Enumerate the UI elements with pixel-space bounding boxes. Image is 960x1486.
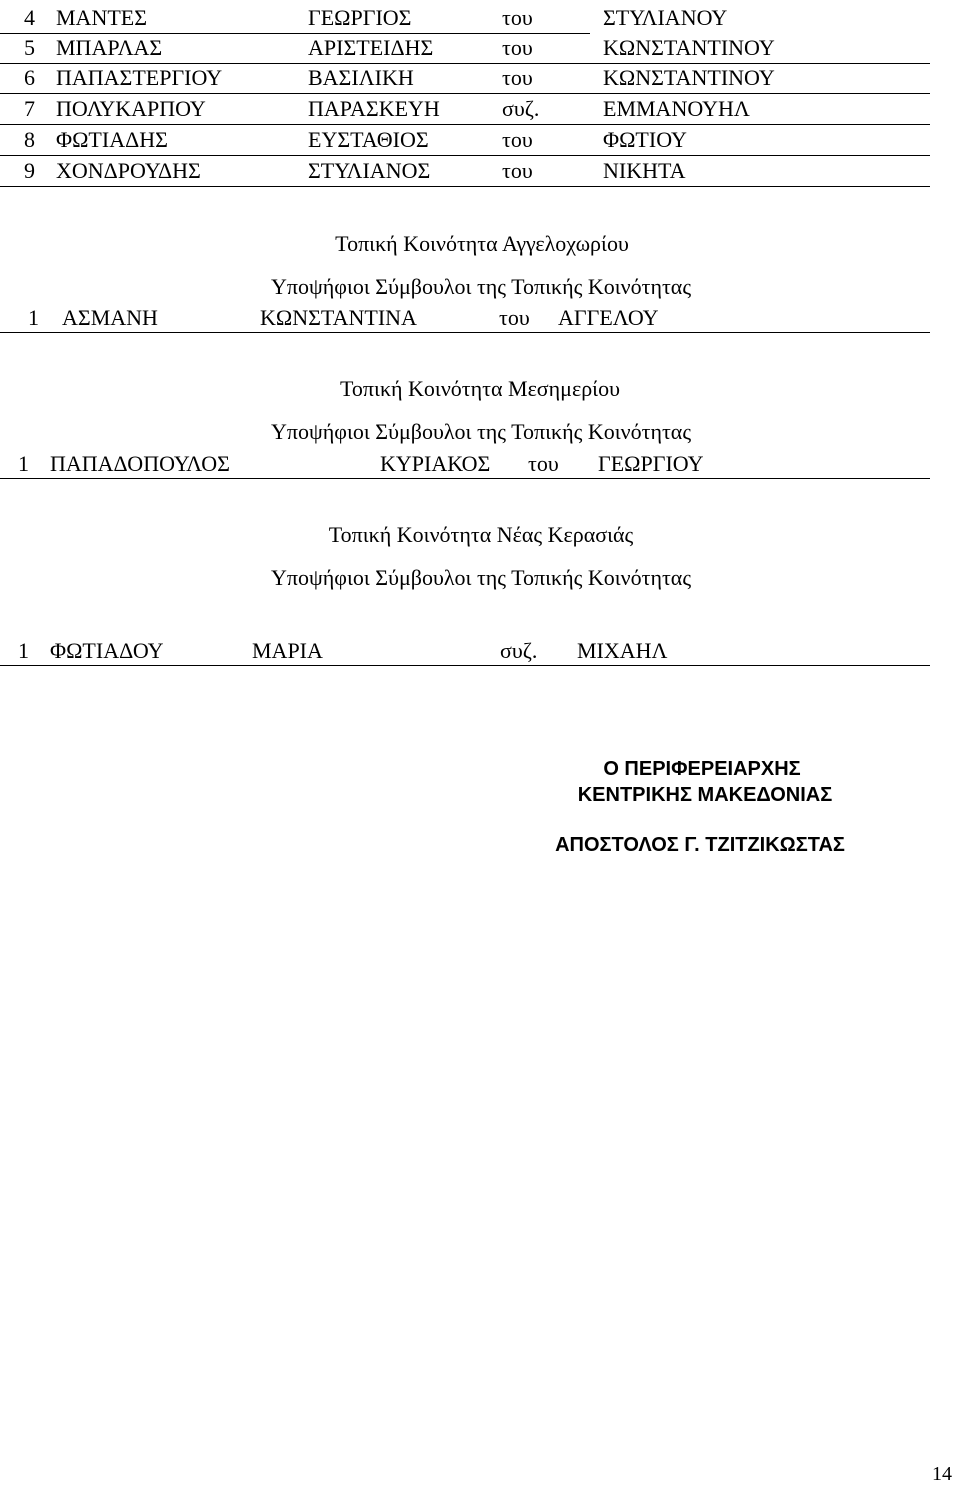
- row-number: 5: [24, 35, 35, 60]
- row-relation: του: [502, 158, 533, 183]
- row-parent: ΓΕΩΡΓΙΟΥ: [598, 451, 704, 476]
- row-number: 1: [28, 305, 39, 330]
- table-row: [0, 637, 930, 665]
- signature-title: Ο ΠΕΡΙΦΕΡΕΙΑΡΧΗΣ: [603, 758, 801, 780]
- section-title: Τοπική Κοινότητα Αγγελοχωρίου: [335, 231, 629, 256]
- row-divider: [0, 665, 930, 666]
- table-row: [0, 64, 930, 92]
- row-parent: ΝΙΚΗΤΑ: [603, 158, 686, 183]
- row-relation: του: [528, 451, 559, 476]
- row-name: ΓΕΩΡΓΙΟΣ: [308, 5, 412, 30]
- table-row: [0, 34, 930, 62]
- row-parent: ΚΩΝΣΤΑΝΤΙΝΟΥ: [603, 35, 775, 60]
- row-relation: του: [502, 65, 533, 90]
- row-relation: του: [502, 127, 533, 152]
- row-name: ΑΡΙΣΤΕΙΔΗΣ: [308, 35, 434, 60]
- row-name: ΜΑΡΙΑ: [252, 638, 323, 663]
- row-divider: [0, 155, 930, 156]
- section-subtitle: Υποψήφιοι Σύμβουλοι της Τοπικής Κοινότητας: [270, 419, 692, 444]
- row-name: ΠΑΡΑΣΚΕΥΗ: [308, 96, 440, 121]
- row-relation: συζ.: [502, 96, 540, 121]
- row-relation: συζ.: [500, 638, 538, 663]
- row-relation: του: [499, 305, 530, 330]
- row-relation: του: [502, 35, 533, 60]
- row-divider: [0, 124, 930, 125]
- row-surname: ΦΩΤΙΑΔΟΥ: [50, 638, 164, 663]
- table-row: [0, 126, 930, 154]
- row-surname: ΦΩΤΙΑΔΗΣ: [56, 127, 168, 152]
- row-surname: ΠΑΠΑΔΟΠΟΥΛΟΣ: [50, 451, 230, 476]
- row-surname: ΧΟΝΔΡΟΥΔΗΣ: [56, 158, 201, 183]
- row-number: 9: [24, 158, 35, 183]
- row-number: 1: [18, 638, 29, 663]
- row-name: ΚΩΝΣΤΑΝΤΙΝΑ: [260, 305, 417, 330]
- table-row: [0, 95, 930, 123]
- row-relation: του: [502, 5, 533, 30]
- row-surname: ΠΟΛΥΚΑΡΠΟΥ: [56, 96, 206, 121]
- section-title: Τοπική Κοινότητα Μεσημερίου: [340, 376, 620, 401]
- row-parent: ΕΜΜΑΝΟΥΗΛ: [603, 96, 750, 121]
- row-name: ΒΑΣΙΛΙΚΗ: [308, 65, 414, 90]
- row-divider: [0, 332, 930, 333]
- signature-name: ΑΠΟΣΤΟΛΟΣ Γ. ΤΖΙΤΖΙΚΩΣΤΑΣ: [555, 834, 845, 856]
- row-number: 4: [24, 5, 35, 30]
- signature-region: ΚΕΝΤΡΙΚΗΣ ΜΑΚΕΔΟΝΙΑΣ: [577, 784, 833, 806]
- row-parent: ΣΤΥΛΙΑΝΟΥ: [603, 5, 728, 30]
- page-number: 14: [932, 1463, 952, 1485]
- row-name: ΚΥΡΙΑΚΟΣ: [380, 451, 491, 476]
- table-row: [0, 157, 930, 185]
- section-subtitle: Υποψήφιοι Σύμβουλοι της Τοπικής Κοινότητας: [270, 274, 692, 299]
- row-divider: [0, 93, 930, 94]
- row-number: 6: [24, 65, 35, 90]
- row-surname: ΠΑΠΑΣΤΕΡΓΙΟΥ: [56, 65, 223, 90]
- row-number: 8: [24, 127, 35, 152]
- table-row: [0, 450, 930, 478]
- table-row: [0, 4, 930, 32]
- row-number: 7: [24, 96, 35, 121]
- row-surname: ΑΣΜΑΝΗ: [62, 305, 158, 330]
- row-parent: ΜΙΧΑΗΛ: [577, 638, 668, 663]
- row-name: ΣΤΥΛΙΑΝΟΣ: [308, 158, 431, 183]
- row-divider: [0, 186, 930, 187]
- row-parent: ΦΩΤΙΟΥ: [603, 127, 687, 152]
- section-subtitle: Υποψήφιοι Σύμβουλοι της Τοπικής Κοινότητας: [270, 565, 692, 590]
- row-surname: ΜΠΑΡΛΑΣ: [56, 35, 163, 60]
- row-parent: ΚΩΝΣΤΑΝΤΙΝΟΥ: [603, 65, 775, 90]
- row-divider: [0, 478, 930, 479]
- row-surname: ΜΑΝΤΕΣ: [56, 5, 148, 30]
- row-number: 1: [18, 451, 29, 476]
- section-title: Τοπική Κοινότητα Νέας Κερασιάς: [328, 522, 634, 547]
- row-name: ΕΥΣΤΑΘΙΟΣ: [308, 127, 429, 152]
- table-row: [0, 304, 930, 332]
- row-parent: ΑΓΓΕΛΟΥ: [558, 305, 659, 330]
